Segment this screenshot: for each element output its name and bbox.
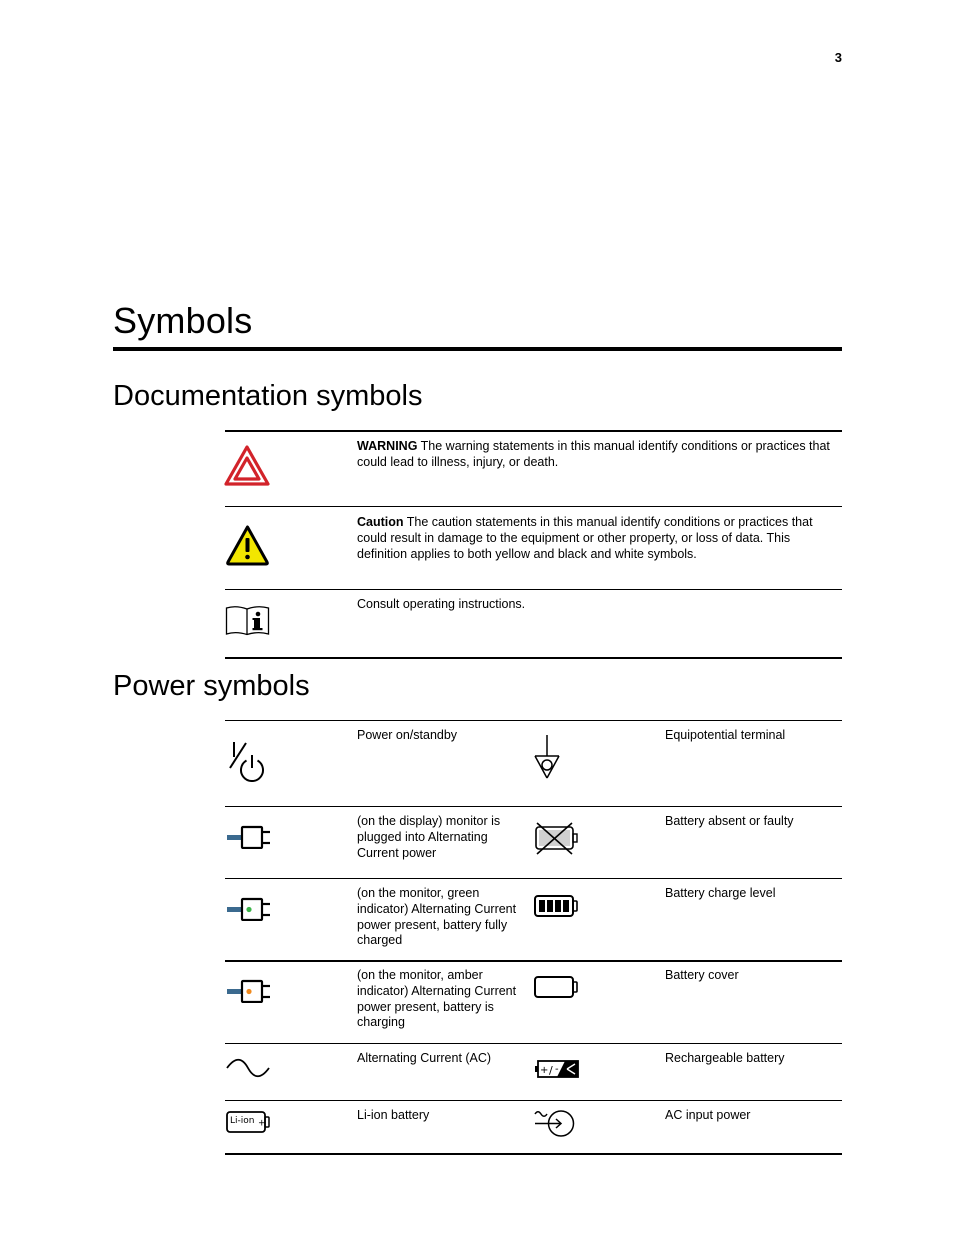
equipotential-icon (533, 735, 561, 781)
rechargeable-battery-text: Rechargeable battery (665, 1051, 785, 1065)
power-table-bottom-rule (225, 1153, 842, 1155)
ac-plug-green-icon (227, 897, 271, 921)
caution-label: Caution (357, 515, 404, 529)
caution-triangle-yellow-icon (225, 524, 270, 566)
ac-plug-green-text: (on the monitor, green indicator) Alternating Current power present, battery fully charged (357, 886, 517, 948)
rechargeable-battery-icon (535, 1058, 581, 1080)
power-row-divider (225, 878, 842, 879)
equipotential-text: Equipotential terminal (665, 728, 786, 742)
page-number: 3 (834, 50, 842, 65)
power-standby-text: Power on/standby (357, 728, 458, 742)
title-rule (113, 347, 842, 351)
warning-label: WARNING (357, 439, 418, 453)
li-ion-battery-text: Li-ion battery (357, 1108, 430, 1122)
svg-text:+: + (540, 1065, 549, 1076)
ac-plug-amber-icon (227, 979, 271, 1003)
warning-description: The warning statements in this manual identify conditions or practices that could lead to illness, injury, or death. (357, 439, 830, 469)
consult-text: Consult operating instructions. (357, 597, 526, 611)
ac-plug-icon (227, 825, 271, 849)
ac-plug-text: (on the display) monitor is plugged into Alternating Current power (357, 814, 501, 860)
power-row-divider (225, 1043, 842, 1044)
ac-wave-icon (225, 1056, 271, 1080)
power-row-divider (225, 960, 842, 962)
ac-input-icon (533, 1108, 577, 1138)
doc-row-divider (225, 506, 842, 507)
svg-text:/: / (549, 1064, 553, 1077)
li-ion-battery-icon (225, 1110, 271, 1134)
ac-wave-text: Alternating Current (AC) (357, 1051, 492, 1065)
battery-cover-icon (533, 975, 579, 999)
caution-description: The caution statements in this manual identify conditions or practices that could result in damage to the equipment or other property, or loss of data. This definition applies to both yellow and black and white symbols. (357, 515, 813, 561)
power-standby-icon (226, 740, 266, 782)
warning-triangle-red-icon (224, 445, 270, 486)
battery-charge-text: Battery charge level (665, 886, 776, 900)
page-title: Symbols (113, 300, 253, 341)
svg-text:+: + (258, 1118, 266, 1129)
consult-instructions-icon (225, 604, 270, 636)
power-row-divider (225, 806, 842, 807)
svg-text:-: - (555, 1064, 559, 1075)
power-heading: Power symbols (113, 670, 310, 702)
battery-cover-text: Battery cover (665, 968, 739, 982)
doc-table-top-rule (225, 430, 842, 432)
power-row-divider (225, 1100, 842, 1101)
ac-plug-amber-text: (on the monitor, amber indicator) Alternating Current power present, battery is charging (357, 968, 517, 1030)
doc-table-bottom-rule (225, 657, 842, 659)
documentation-heading: Documentation symbols (113, 380, 423, 412)
warning-text (357, 439, 832, 471)
battery-absent-text: Battery absent or faulty (665, 814, 794, 828)
li-ion-label: Li-ion (230, 1116, 255, 1126)
caution-text (357, 515, 835, 562)
power-table-top-rule (225, 720, 842, 721)
doc-row-divider (225, 589, 842, 590)
ac-input-text: AC input power (665, 1108, 751, 1122)
battery-charge-icon (533, 894, 579, 918)
battery-absent-icon (533, 822, 579, 856)
